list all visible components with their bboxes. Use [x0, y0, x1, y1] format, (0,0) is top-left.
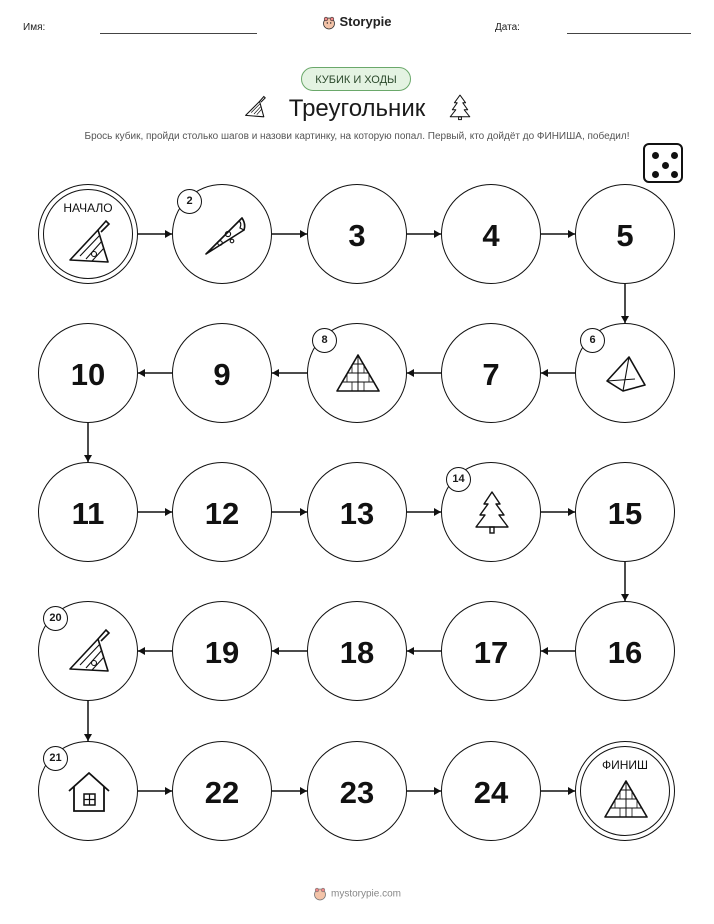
- space-label: ФИНИШ: [601, 758, 649, 772]
- pyramid-icon: [601, 775, 651, 825]
- board-space: [172, 323, 272, 423]
- space-number: 17: [473, 635, 509, 670]
- space-number: 10: [70, 357, 106, 392]
- start-space: [38, 184, 138, 284]
- instructions: Брось кубик, пройди столько шагов и назови картинку, на которую попал. Первый, кто дойдёт до ФИНИША, победил!: [84, 131, 630, 142]
- board-space: [441, 323, 541, 423]
- board-space: [307, 462, 407, 562]
- space-number: 4: [482, 218, 500, 253]
- board-space: [172, 601, 272, 701]
- connector-arrow: [541, 230, 575, 238]
- space-number-badge: 8: [312, 328, 337, 353]
- connector-arrow: [541, 508, 575, 516]
- space-label: НАЧАЛО: [63, 201, 113, 215]
- connector-arrow: [272, 787, 307, 795]
- space-number: 19: [204, 635, 240, 670]
- board-space: [441, 184, 541, 284]
- board-space: [38, 323, 138, 423]
- board-space: [172, 462, 272, 562]
- connector-arrow: [407, 369, 441, 377]
- space-number-badge: 6: [580, 328, 605, 353]
- footer: [0, 887, 714, 901]
- page-title: Треугольник: [288, 95, 426, 122]
- space-number: 12: [204, 496, 240, 531]
- connector-arrow: [138, 369, 172, 377]
- space-number-badge: 14: [446, 467, 471, 492]
- space-number-badge: 20: [43, 606, 68, 631]
- connector-arrow: [407, 508, 441, 516]
- game-type-badge: КУБИК И ХОДЫ: [301, 67, 411, 91]
- connector-arrow: [272, 647, 307, 655]
- connector-arrow: [407, 647, 441, 655]
- connector-arrow: [541, 647, 575, 655]
- space-number: 11: [71, 496, 105, 531]
- board-space: [307, 184, 407, 284]
- balalaika-icon: [64, 627, 114, 677]
- connector-arrow: [272, 369, 307, 377]
- connector-arrow: [272, 508, 307, 516]
- finish-space: [575, 741, 675, 841]
- space-number-badge: 2: [177, 189, 202, 214]
- folded-napkin-icon: [601, 349, 651, 399]
- space-number: 16: [607, 635, 643, 670]
- connector-arrow: [138, 787, 172, 795]
- board-space: [38, 601, 138, 701]
- brand-name: Storypie: [339, 14, 392, 29]
- connector-arrow: [541, 369, 575, 377]
- date-label: Дата:: [495, 22, 520, 33]
- space-number-badge: 21: [43, 746, 68, 771]
- connector-arrow: [138, 230, 172, 238]
- board-space: [575, 184, 675, 284]
- board-space: [307, 741, 407, 841]
- board-space: [172, 741, 272, 841]
- connector-arrow: [621, 562, 629, 601]
- connector-arrow: [272, 230, 307, 238]
- space-number: 22: [204, 775, 240, 810]
- board-space: [575, 323, 675, 423]
- connector-arrow: [407, 787, 441, 795]
- mascot-icon: [313, 887, 327, 901]
- board-space: [307, 323, 407, 423]
- connector-arrow: [138, 647, 172, 655]
- house-icon: [64, 767, 114, 817]
- space-number: 9: [213, 357, 231, 392]
- fir-tree-icon: [467, 488, 517, 538]
- space-number: 23: [339, 775, 375, 810]
- connector-arrow: [84, 423, 92, 462]
- connector-arrow: [621, 284, 629, 323]
- space-number: 7: [482, 357, 500, 392]
- board-space: [172, 184, 272, 284]
- space-number: 18: [339, 635, 375, 670]
- board-space: [38, 741, 138, 841]
- board-space: [307, 601, 407, 701]
- space-number: 3: [348, 218, 366, 253]
- board-space: [575, 462, 675, 562]
- board-space: [441, 462, 541, 562]
- space-number: 15: [607, 496, 643, 531]
- space-number: 13: [339, 496, 375, 531]
- board-space: [441, 601, 541, 701]
- board-space: [575, 601, 675, 701]
- connector-arrow: [541, 787, 575, 795]
- space-number: 5: [616, 218, 634, 253]
- footer-url: mystorypie.com: [330, 888, 401, 900]
- space-number: 24: [473, 775, 509, 810]
- name-label: Имя:: [23, 22, 46, 33]
- pizza-slice-icon: [198, 210, 248, 260]
- connector-arrow: [407, 230, 441, 238]
- connector-arrow: [84, 701, 92, 741]
- connector-arrow: [138, 508, 172, 516]
- pyramid-icon: [333, 349, 383, 399]
- board-space: [38, 462, 138, 562]
- balalaika-icon: [64, 218, 114, 268]
- board-space: [441, 741, 541, 841]
